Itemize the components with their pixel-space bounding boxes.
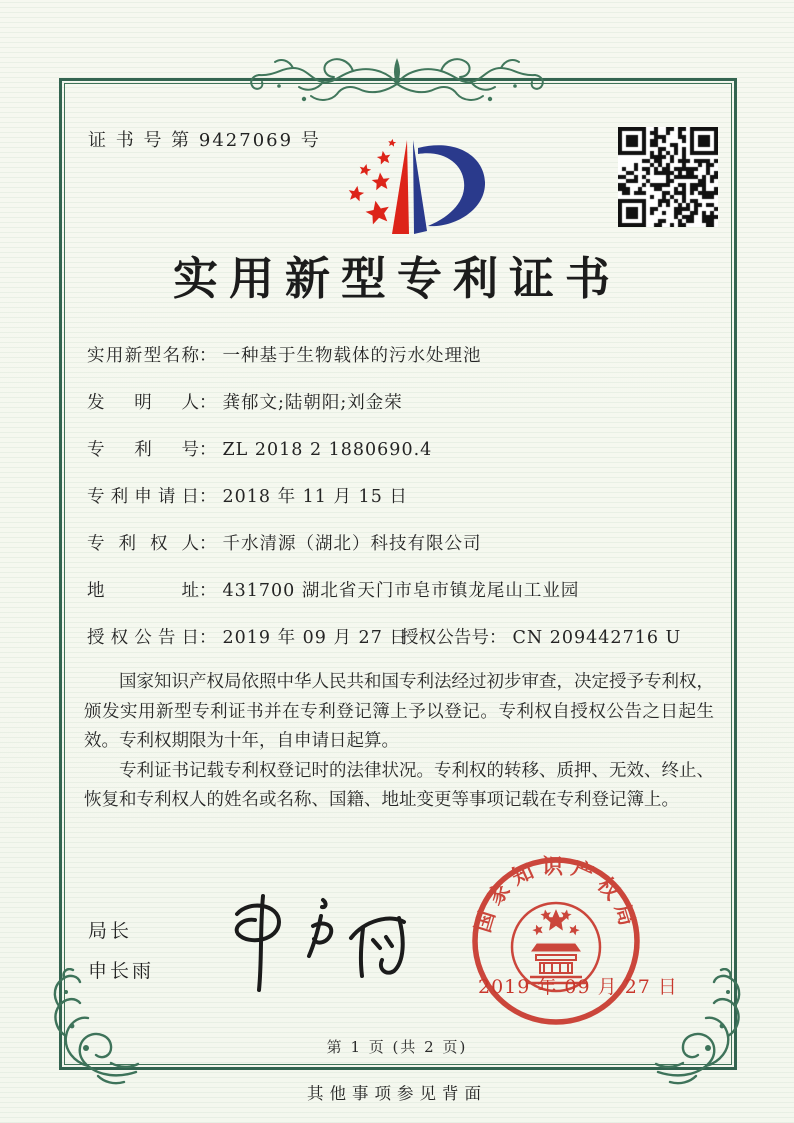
- cnipa-official-seal: [470, 855, 642, 1027]
- field-label: 发明人: [87, 393, 199, 413]
- field-patent-number: 专利号： ZL 2018 2 1880690.4: [87, 440, 433, 460]
- page-number: 第 1 页 (共 2 页): [326, 1038, 468, 1056]
- certificate-number: 证 书 号 第 9427069 号: [88, 130, 321, 151]
- legal-paragraph-2: 专利证书记载专利权登记时的法律状况。专利权的转移、质押、无效、终止、恢复和专利权人的姓名或名称、国籍、地址变更等事项记载在专利登记簿上。: [84, 760, 714, 810]
- field-address: 地址： 431700 湖北省天门市皂市镇龙尾山工业园: [87, 581, 580, 601]
- signer-block: [88, 916, 154, 996]
- field-value: 2019 年 09 月 27 日: [222, 628, 408, 648]
- field-utility-model-name: 实用新型名称： 一种基于生物载体的污水处理池: [87, 346, 482, 366]
- field-grant-publication-number: 授权公告号： CN 209442716 U: [401, 628, 682, 648]
- field-label: 实用新型名称: [87, 346, 199, 366]
- field-label: 专利号: [87, 440, 199, 460]
- legal-text: [84, 668, 714, 816]
- legal-paragraph-1: 国家知识产权局依照中华人民共和国专利法经过初步审查，决定授予专利权，颁发实用新型专利证书并在专利登记簿上予以登记。专利权自授权公告之日起生效。专利权期限为十年，自申请日起算。: [84, 672, 714, 751]
- seal-date: 2019 年 09 月 27 日: [478, 976, 678, 998]
- field-label: 授权公告号: [401, 628, 489, 648]
- field-grant-publication: 授权公告日： 2019 年 09 月 27 日 授权公告号： CN 209442716 U: [87, 628, 682, 648]
- field-value: ZL 2018 2 1880690.4: [222, 440, 433, 460]
- field-value: 431700 湖北省天门市皂市镇龙尾山工业园: [222, 581, 580, 601]
- certificate-fields: [87, 344, 717, 673]
- commissioner-signature: [205, 886, 425, 996]
- field-value: CN 209442716 U: [512, 628, 682, 648]
- seal-ring-text: 国家知识产权局: [470, 855, 642, 936]
- qr-code: [618, 127, 718, 227]
- field-value: 龚郁文;陆朝阳;刘金荣: [222, 393, 403, 413]
- field-value: 2018 年 11 月 15 日: [222, 487, 408, 507]
- field-label: 专利权人: [87, 534, 199, 554]
- signer-name: 申长雨: [88, 960, 155, 982]
- signer-title: 局长: [88, 920, 133, 942]
- field-patentee: 专利权人： 千水清源（湖北）科技有限公司: [87, 534, 482, 554]
- field-value: 一种基于生物载体的污水处理池: [222, 346, 482, 366]
- field-label: 授权公告日: [87, 628, 199, 648]
- field-label: 专利申请日: [87, 487, 199, 507]
- field-inventors: 发明人： 龚郁文;陆朝阳;刘金荣: [87, 393, 403, 413]
- field-value: 千水清源（湖北）科技有限公司: [222, 534, 482, 554]
- reverse-side-note: 其他事项参见背面: [307, 1084, 487, 1103]
- cnipa-logo-icon: [328, 134, 496, 238]
- certificate-title: 实用新型专利证书: [172, 252, 621, 305]
- field-filing-date: 专利申请日： 2018 年 11 月 15 日: [87, 487, 408, 507]
- field-label: 地址: [87, 581, 199, 601]
